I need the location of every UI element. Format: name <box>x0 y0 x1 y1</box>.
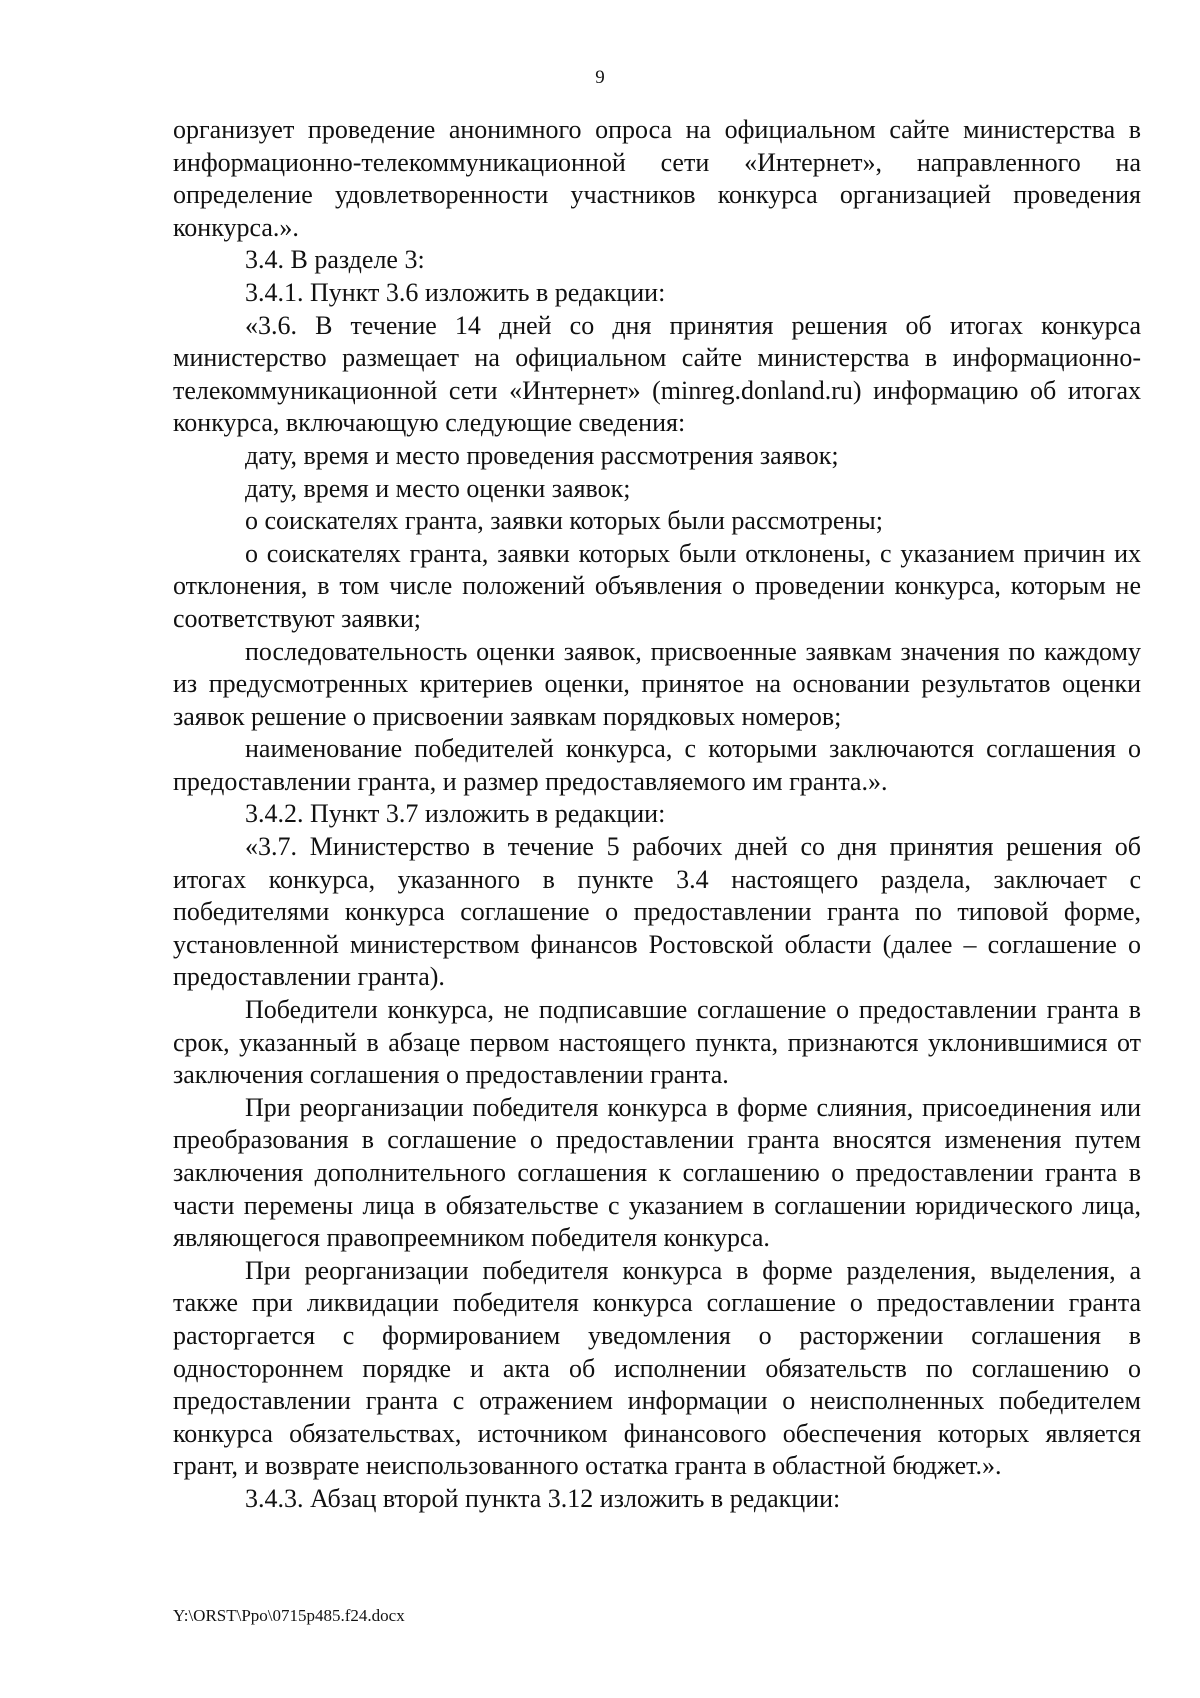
paragraph: 3.4. В разделе 3: <box>245 245 425 275</box>
paragraph: о соискателях гранта, заявки которых были отклонены, с указанием причин их отклонения, в том числе положений объявления о проведении конкурса, которым не соответствуют заявки; <box>173 538 1141 633</box>
paragraph: При реорганизации победителя конкурса в форме разделения, выделения, а также при ликвидации победителя конкурса соглашение о предоставлении гранта расторгается с формированием уведомления о расторжении соглашения в одностороннем порядке и акта об исполнении обязательств по соглашению о предоставлении гранта с отражением информации о неисполненных победителем конкурса обязательствах, источником финансового обеспечения которых является грант, и возврате неиспользованного остатка гранта в областной бюджет.». <box>173 1255 1141 1481</box>
paragraph: «3.7. Министерство в течение 5 рабочих дней со дня принятия решения об итогах конкурса, указанного в пункте 3.4 настоящего раздела, заключает с победителями конкурса соглашение о предоставлении гранта по типовой форме, установленной министерством финансов Ростовской области (далее – соглашение о предоставлении гранта). <box>173 832 1141 992</box>
document-body <box>173 114 1141 1516</box>
paragraph: 3.4.3. Абзац второй пункта 3.12 изложить в редакции: <box>245 1483 841 1513</box>
footer-file-path: Y:\ORST\Ppo\0715p485.f24.docx <box>173 1606 405 1625</box>
paragraph: дату, время и место оценки заявок; <box>245 473 631 503</box>
paragraph: Победители конкурса, не подписавшие соглашение о предоставлении гранта в срок, указанный в абзаце первом настоящего пункта, признаются уклонившимися от заключения соглашения о предоставлении гранта. <box>173 995 1141 1090</box>
paragraph: наименование победителей конкурса, с которыми заключаются соглашения о предоставлении гранта, и размер предоставляемого им гранта.». <box>173 734 1141 796</box>
paragraph: о соискателях гранта, заявки которых были рассмотрены; <box>245 506 883 536</box>
paragraph: 3.4.1. Пункт 3.6 изложить в редакции: <box>245 277 666 307</box>
paragraph: последовательность оценки заявок, присвоенные заявкам значения по каждому из предусмотренных критериев оценки, принятое на основании результатов оценки заявок решение о присвоении заявкам порядковых номеров; <box>173 636 1141 731</box>
paragraph: организует проведение анонимного опроса на официальном сайте министерства в информационно-телекоммуникационной сети «Интернет», направленного на определение удовлетворенности участников конкурса организацией проведения конкурса.». <box>173 115 1141 242</box>
paragraph: «3.6. В течение 14 дней со дня принятия решения об итогах конкурса министерство размещает на официальном сайте министерства в информационно-телекоммуникационной сети «Интернет» (minreg.donland.ru) информацию об итогах конкурса, включающую следующие сведения: <box>173 310 1141 438</box>
paragraph: При реорганизации победителя конкурса в форме слияния, присоединения или преобразования в соглашение о предоставлении гранта вносятся изменения путем заключения дополнительного соглашения к соглашению о предоставлении гранта в части перемены лица в обязательстве с указанием в соглашении юридического лица, являющегося правопреемником победителя конкурса. <box>173 1092 1141 1253</box>
page-number: 9 <box>595 67 605 88</box>
paragraph: 3.4.2. Пункт 3.7 изложить в редакции: <box>245 799 666 829</box>
paragraph: дату, время и место проведения рассмотрения заявок; <box>245 440 839 470</box>
